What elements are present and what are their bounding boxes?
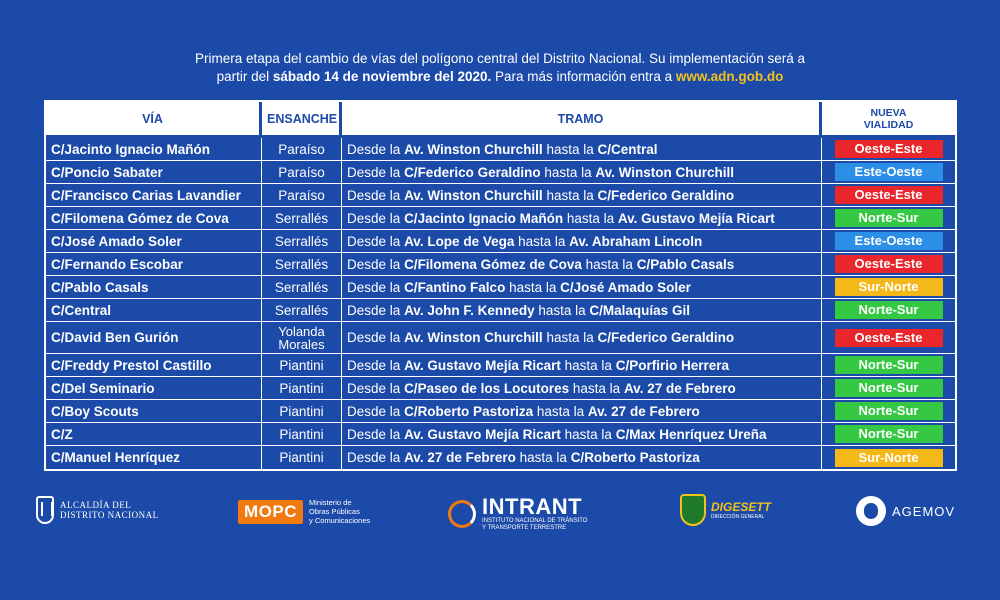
cell-ensanche: Piantini xyxy=(262,400,342,423)
intro-line-1: Primera etapa del cambio de vías del polígono central del Distrito Nacional. Su implementación será a xyxy=(194,51,806,66)
cell-ensanche: Paraíso xyxy=(262,184,342,207)
header-via: VÍA xyxy=(46,102,262,138)
table-row xyxy=(46,400,955,423)
table-header-row xyxy=(46,102,955,138)
word-desde: Desde la xyxy=(347,450,401,465)
mopc-mark: MOPC xyxy=(238,500,303,524)
cell-via: C/José Amado Soler xyxy=(46,230,262,253)
direction-badge: Oeste-Este xyxy=(835,255,943,273)
tramo-from: C/Filomena Gómez de Cova xyxy=(404,256,582,272)
cell-nueva-vialidad xyxy=(822,207,955,230)
tramo-from: Av. 27 de Febrero xyxy=(404,450,516,465)
table-row xyxy=(46,423,955,446)
cell-ensanche xyxy=(262,322,342,354)
cell-nueva-vialidad xyxy=(822,377,955,400)
cell-ensanche: Piantini xyxy=(262,354,342,377)
mopc-line-1: Ministerio de xyxy=(309,498,352,507)
digesett-sub: DIRECCIÓN GENERAL xyxy=(711,514,765,520)
direction-badge: Este-Oeste xyxy=(835,163,943,181)
direction-badge: Oeste-Este xyxy=(835,186,943,204)
tramo-from: Av. Winston Churchill xyxy=(404,187,543,203)
cell-nueva-vialidad xyxy=(822,446,955,469)
cell-via: C/David Ben Gurión xyxy=(46,322,262,354)
cell-nueva-vialidad xyxy=(822,299,955,322)
direction-badge: Oeste-Este xyxy=(835,329,943,347)
tramo-from: Av. Gustavo Mejía Ricart xyxy=(404,426,561,442)
intrant-ring-icon xyxy=(448,500,476,528)
direction-badge: Norte-Sur xyxy=(835,402,943,420)
header-ensanche: ENSANCHE xyxy=(262,102,342,138)
tramo-to: C/Federico Geraldino xyxy=(597,330,735,345)
table-row xyxy=(46,253,955,276)
direction-badge: Norte-Sur xyxy=(835,301,943,319)
cell-tramo xyxy=(342,354,822,377)
cell-nueva-vialidad xyxy=(822,138,955,161)
cell-ensanche: Serrallés xyxy=(262,230,342,253)
tramo-to: C/José Amado Soler xyxy=(560,279,691,295)
road-change-table xyxy=(44,100,957,471)
intro-line-2 xyxy=(100,68,900,86)
mopc-logo xyxy=(238,498,370,525)
digesett-name: DIGESETT xyxy=(711,500,772,514)
alcaldia-line-1: ALCALDÍA DEL xyxy=(60,500,132,510)
intro-url-link[interactable]: www.adn.gob.do xyxy=(675,69,784,84)
table-row xyxy=(46,138,955,161)
word-hasta: hasta la xyxy=(564,426,612,442)
cell-tramo xyxy=(342,161,822,184)
cell-nueva-vialidad xyxy=(822,354,955,377)
table-row xyxy=(46,207,955,230)
cell-via: C/Central xyxy=(46,299,262,322)
digesett-logo xyxy=(680,494,771,526)
word-desde: Desde la xyxy=(347,187,401,203)
mopc-line-3: y Comunicaciones xyxy=(309,516,371,525)
alcaldia-line-2: DISTRITO NACIONAL xyxy=(60,510,159,520)
cell-nueva-vialidad xyxy=(822,230,955,253)
tramo-to: C/Malaquías Gil xyxy=(589,302,690,318)
cell-tramo xyxy=(342,230,822,253)
cell-tramo xyxy=(342,253,822,276)
word-hasta: hasta la xyxy=(585,256,633,272)
header-vialidad: VIALIDAD xyxy=(863,118,914,131)
cell-via: C/Boy Scouts xyxy=(46,400,262,423)
cell-via: C/Jacinto Ignacio Mañón xyxy=(46,138,262,161)
table-row xyxy=(46,354,955,377)
table-body xyxy=(46,138,955,469)
cell-ensanche-line-1: Yolanda xyxy=(278,323,325,339)
word-desde: Desde la xyxy=(347,233,401,249)
cell-tramo xyxy=(342,322,822,354)
tramo-from: Av. Gustavo Mejía Ricart xyxy=(404,357,561,373)
word-desde: Desde la xyxy=(347,380,401,396)
tramo-to: C/Roberto Pastoriza xyxy=(570,450,700,465)
cell-ensanche-line-2: Morales xyxy=(278,336,325,352)
cell-via: C/Pablo Casals xyxy=(46,276,262,299)
word-desde: Desde la xyxy=(347,256,401,272)
intro-text xyxy=(100,50,900,86)
header-tramo: TRAMO xyxy=(342,102,822,138)
cell-nueva-vialidad xyxy=(822,161,955,184)
word-hasta: hasta la xyxy=(564,357,612,373)
cell-ensanche: Serrallés xyxy=(262,207,342,230)
cell-nueva-vialidad xyxy=(822,253,955,276)
tramo-to: C/Porfirio Herrera xyxy=(615,357,729,373)
cell-via: C/Fernando Escobar xyxy=(46,253,262,276)
word-hasta: hasta la xyxy=(566,210,615,226)
digesett-shield-icon xyxy=(680,494,706,526)
word-hasta: hasta la xyxy=(544,164,592,180)
direction-badge: Oeste-Este xyxy=(835,140,943,158)
cell-nueva-vialidad xyxy=(822,400,955,423)
cell-tramo xyxy=(342,184,822,207)
word-desde: Desde la xyxy=(347,302,401,318)
intrant-name: INTRANT xyxy=(482,494,583,519)
direction-badge: Sur-Norte xyxy=(835,278,943,296)
cell-tramo xyxy=(342,423,822,446)
tramo-to: C/Max Henríquez Ureña xyxy=(615,426,767,442)
word-desde: Desde la xyxy=(347,141,401,157)
tramo-to: C/Pablo Casals xyxy=(636,256,735,272)
agemov-name: AGEMOV xyxy=(892,503,956,519)
header-nueva-vialidad xyxy=(822,102,955,138)
agemov-logo xyxy=(856,496,955,526)
cell-via: C/Francisco Carias Lavandier xyxy=(46,184,262,207)
word-desde: Desde la xyxy=(347,426,401,442)
cell-via: C/Filomena Gómez de Cova xyxy=(46,207,262,230)
cell-tramo xyxy=(342,400,822,423)
tramo-to: Av. 27 de Febrero xyxy=(623,380,736,396)
cell-nueva-vialidad xyxy=(822,184,955,207)
cell-ensanche: Paraíso xyxy=(262,161,342,184)
word-desde: Desde la xyxy=(347,403,401,419)
word-hasta: hasta la xyxy=(546,141,594,157)
intrant-sub-1: INSTITUTO NACIONAL DE TRÁNSITO xyxy=(482,518,588,524)
word-desde: Desde la xyxy=(347,279,401,295)
direction-badge: Norte-Sur xyxy=(835,356,943,374)
word-hasta: hasta la xyxy=(546,330,594,345)
cell-nueva-vialidad xyxy=(822,276,955,299)
logos-footer xyxy=(0,490,1000,540)
cell-ensanche: Serrallés xyxy=(262,299,342,322)
cell-nueva-vialidad xyxy=(822,423,955,446)
table-row xyxy=(46,184,955,207)
cell-via: C/Poncio Sabater xyxy=(46,161,262,184)
word-hasta: hasta la xyxy=(519,450,567,465)
tramo-to: Av. 27 de Febrero xyxy=(587,403,700,419)
direction-badge: Sur-Norte xyxy=(835,449,943,467)
word-desde: Desde la xyxy=(347,210,401,226)
cell-ensanche: Piantini xyxy=(262,423,342,446)
table-row xyxy=(46,446,955,469)
tramo-to: C/Central xyxy=(597,141,658,157)
cell-tramo xyxy=(342,299,822,322)
tramo-to: Av. Abraham Lincoln xyxy=(569,233,703,249)
table-row xyxy=(46,161,955,184)
cell-via: C/Manuel Henríquez xyxy=(46,446,262,469)
direction-badge: Norte-Sur xyxy=(835,209,943,227)
cell-via: C/Freddy Prestol Castillo xyxy=(46,354,262,377)
mopc-line-2: Obras Públicas xyxy=(309,507,360,516)
word-hasta: hasta la xyxy=(572,380,621,396)
cell-ensanche: Piantini xyxy=(262,446,342,469)
word-hasta: hasta la xyxy=(536,403,585,419)
cell-nueva-vialidad xyxy=(822,322,955,354)
intrant-logo xyxy=(448,496,587,532)
tramo-to: Av. Gustavo Mejía Ricart xyxy=(617,210,775,226)
intro-date: sábado 14 de noviembre del 2020. xyxy=(272,69,492,84)
tramo-from: Av. Lope de Vega xyxy=(404,233,515,249)
intro-line-2-mid: Para más información entra a xyxy=(491,69,676,84)
word-hasta: hasta la xyxy=(546,187,594,203)
cell-ensanche: Piantini xyxy=(262,377,342,400)
agemov-circle-icon xyxy=(856,496,886,526)
word-desde: Desde la xyxy=(347,357,401,373)
cell-ensanche: Paraíso xyxy=(262,138,342,161)
tramo-to: C/Federico Geraldino xyxy=(597,187,735,203)
tramo-from: C/Paseo de los Locutores xyxy=(404,380,570,396)
cell-via: C/Z xyxy=(46,423,262,446)
intrant-sub-2: Y TRANSPORTE TERRESTRE xyxy=(482,525,567,531)
table-row xyxy=(46,299,955,322)
tramo-to: Av. Winston Churchill xyxy=(595,164,735,180)
intro-line-2-pre: partir del xyxy=(216,69,273,84)
crest-icon xyxy=(36,496,54,524)
direction-badge: Este-Oeste xyxy=(835,232,943,250)
alcaldia-logo xyxy=(36,496,159,524)
cell-tramo xyxy=(342,276,822,299)
direction-badge: Norte-Sur xyxy=(835,379,943,397)
word-hasta: hasta la xyxy=(538,302,586,318)
tramo-from: C/Fantino Falco xyxy=(404,279,506,295)
tramo-from: C/Jacinto Ignacio Mañón xyxy=(404,210,564,226)
word-hasta: hasta la xyxy=(518,233,566,249)
tramo-from: C/Roberto Pastoriza xyxy=(404,403,534,419)
word-desde: Desde la xyxy=(347,164,401,180)
table-row xyxy=(46,322,955,354)
word-desde: Desde la xyxy=(347,330,401,345)
cell-tramo xyxy=(342,446,822,469)
tramo-from: Av. Winston Churchill xyxy=(404,141,543,157)
cell-tramo xyxy=(342,377,822,400)
tramo-from: Av. John F. Kennedy xyxy=(404,302,535,318)
cell-tramo xyxy=(342,138,822,161)
table-row xyxy=(46,377,955,400)
cell-ensanche: Serrallés xyxy=(262,253,342,276)
cell-via: C/Del Seminario xyxy=(46,377,262,400)
tramo-from: Av. Winston Churchill xyxy=(404,330,543,345)
word-hasta: hasta la xyxy=(509,279,557,295)
cell-tramo xyxy=(342,207,822,230)
tramo-from: C/Federico Geraldino xyxy=(404,164,541,180)
direction-badge: Norte-Sur xyxy=(835,425,943,443)
table-row xyxy=(46,230,955,253)
header-nueva: NUEVA xyxy=(870,106,907,119)
cell-ensanche: Serrallés xyxy=(262,276,342,299)
table-row xyxy=(46,276,955,299)
